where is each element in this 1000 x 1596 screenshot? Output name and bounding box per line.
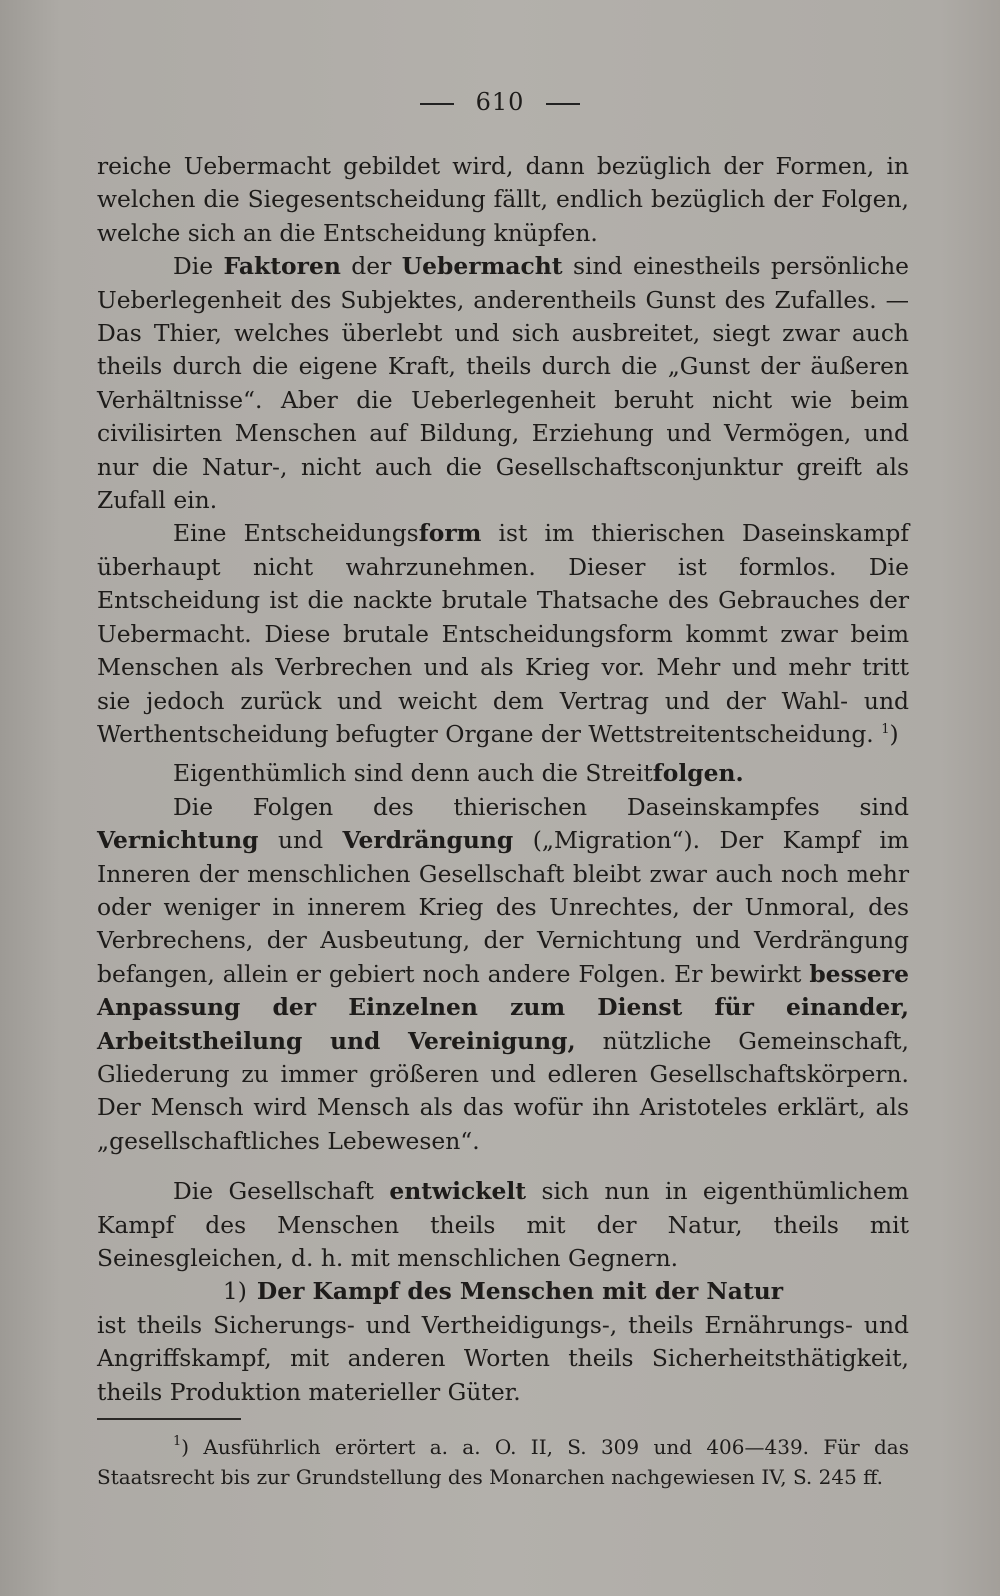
body-text	[97, 150, 909, 1409]
paragraph-3-text-c: ist im thierischen Daseinskampf überhaupt nicht wahrzunehmen. Dieser ist formlos. Die Entscheidung ist die nackte brutale Thatsache des Gebrauches der Uebermacht. Diese brutale Entscheidungsform kommt zwar beim Menschen als Verbrechen und als Krieg vor. Mehr und mehr tritt sie jedoch zurück und weicht dem Vertrag und der Wahl- und Werthentscheidung befugter Organe der Wettstreitentscheidung.	[97, 519, 909, 748]
paragraph-2	[97, 250, 909, 517]
footnote-reference: 1	[881, 721, 890, 737]
footnote-reference-close: )	[889, 719, 899, 748]
paragraph-2-text-c: der	[340, 252, 402, 281]
paragraph-3	[97, 517, 909, 751]
page-header	[0, 88, 1000, 116]
paragraph-6-text-a: Die Gesellschaft	[173, 1177, 390, 1206]
paragraph-7-text: ist theils Sicherungs- und Vertheidigungs-, theils Ernährungs- und Angriffskampf, mit anderen Worten theils Sicherheitsthätigkeit, theils Produktion materieller Güter.	[97, 1310, 909, 1406]
paragraph-3-text-a: Eine Entscheidungs	[173, 519, 419, 548]
paragraph-6	[97, 1175, 909, 1275]
header-dash-left	[420, 103, 454, 105]
bold-form: form	[418, 519, 482, 548]
footnote-mark-close: )	[181, 1435, 190, 1459]
footnote-paragraph	[97, 1432, 909, 1492]
paragraph-2-text-a: Die	[173, 252, 224, 281]
paragraph-1-text: reiche Uebermacht gebildet wird, dann bezüglich der Formen, in welchen die Siegesentscheidung fällt, endlich bezüglich der Folgen, welche sich an die Entscheidung knüpfen.	[97, 152, 909, 247]
bold-faktoren: Faktoren	[223, 252, 341, 281]
page-number: 610	[475, 88, 525, 116]
bold-anpassung: bessere Anpassung der Einzelnen zum Dienst für einander, Arbeitstheilung und Vereinigung,	[97, 959, 909, 1055]
footnote	[97, 1432, 909, 1492]
footnote-separator	[97, 1418, 241, 1420]
footnote-mark: 1	[173, 1434, 182, 1449]
section-heading-number: 1)	[222, 1277, 247, 1306]
paragraph-5-text-e: („Migration“). Der Kampf im Inneren der menschlichen Gesellschaft bleibt zwar auch noch mehr oder weniger in innerem Krieg des Unrechtes, der Unmoral, des Verbrechens, der Ausbeutung, der Vernichtung und Verdrängung befangen, allein er gebiert noch andere Folgen. Er bewirkt	[97, 826, 909, 988]
bold-entwickelt: entwickelt	[389, 1177, 527, 1206]
paragraph-2-text-e: sind einestheils persönliche Ueberlegenheit des Subjektes, anderentheils Gunst des Zufalles. — Das Thier, welches überlebt und sich ausbreitet, siegt zwar auch theils durch die eigene Kraft, theils durch die „Gunst der äußeren Verhältnisse“. Aber die Ueberlegenheit beruht nicht wie beim civilisirten Menschen auf Bildung, Erziehung und Vermögen, und nur die Natur-, nicht auch die Gesellschaftsconjunktur greift als Zufall ein.	[97, 252, 910, 515]
footnote-text: Ausführlich erörtert a. a. O. II, S. 309 und 406—439. Für das Staatsrecht bis zur Grundstellung des Monarchen nachgewiesen IV, S. 245 ff.	[97, 1435, 909, 1489]
paragraph-6-text-c: sich nun in eigenthümlichem Kampf des Menschen theils mit der Natur, theils mit Seinesgleichen, d. h. mit menschlichen Gegnern.	[97, 1177, 909, 1272]
paragraph-5-text-c: und	[258, 826, 343, 855]
section-heading	[97, 1275, 909, 1308]
paragraph-5-text-g: nützliche Gemeinschaft, Gliederung zu immer größeren und edleren Gesellschaftskörpern. Der Mensch wird Mensch als das wofür ihn Aristoteles erklärt, als „gesellschaftliches Lebewesen“.	[97, 1026, 909, 1155]
bold-verdraengung: Verdrängung	[342, 826, 514, 855]
paragraph-1	[97, 150, 909, 250]
paragraph-7	[97, 1309, 909, 1409]
paragraph-4-text-a: Eigenthümlich sind denn auch die Streit	[173, 759, 653, 788]
bold-folgen: folgen.	[652, 759, 744, 788]
bold-uebermacht: Uebermacht	[401, 252, 563, 281]
paragraph-5	[97, 791, 909, 1158]
paragraph-5-text-a: Die Folgen des thierischen Daseinskampfes sind	[173, 792, 909, 821]
bold-vernichtung: Vernichtung	[97, 826, 259, 855]
paragraph-4	[97, 757, 909, 790]
header-dash-right	[546, 103, 580, 105]
section-heading-title: Der Kampf des Menschen mit der Natur	[256, 1277, 784, 1306]
